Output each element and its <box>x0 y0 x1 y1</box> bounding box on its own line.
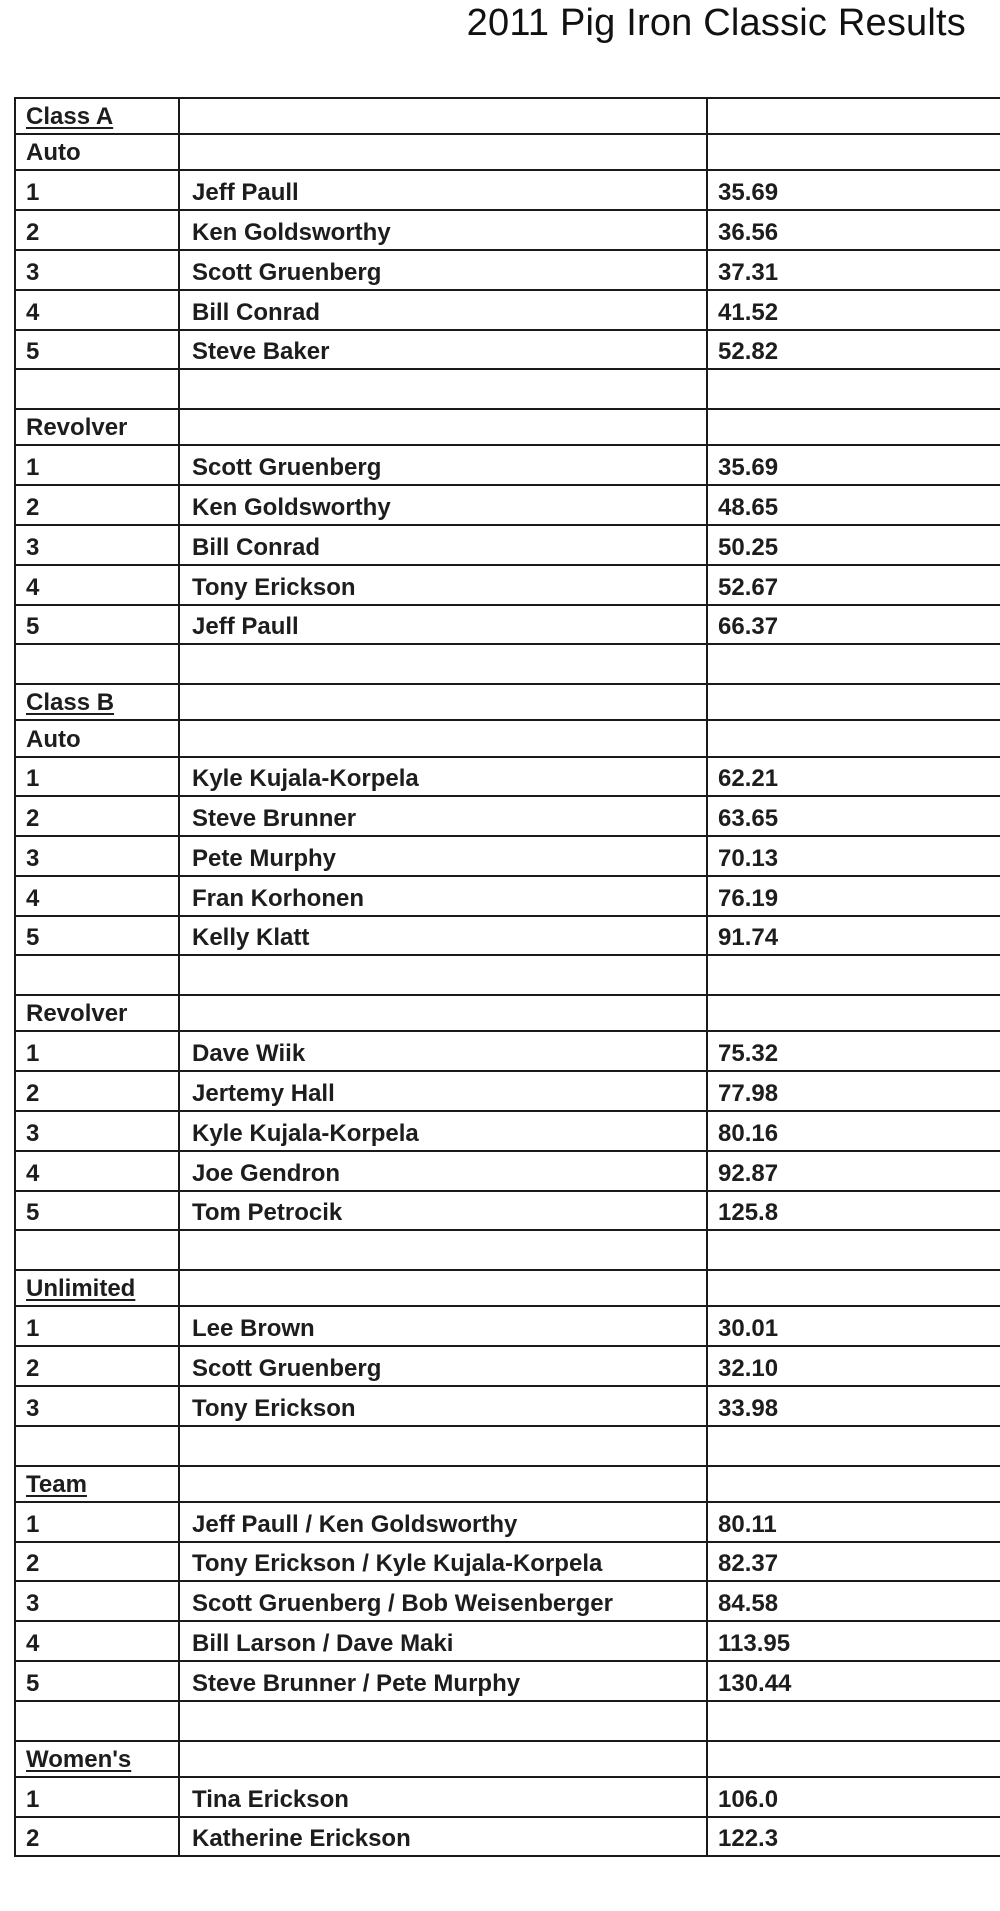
table-row <box>15 1346 1000 1386</box>
table-row <box>15 605 1000 645</box>
class-heading: Women's <box>15 1741 179 1777</box>
competitor-name: Jeff Paull <box>179 170 707 210</box>
class-heading-row <box>15 1270 1000 1306</box>
empty-cell <box>707 134 1000 170</box>
competitor-name: Lee Brown <box>179 1306 707 1346</box>
empty-cell <box>179 720 707 756</box>
empty-cell <box>707 1230 1000 1270</box>
class-heading-row <box>15 1466 1000 1502</box>
time-cell: 125.8 <box>707 1191 1000 1231</box>
table-row <box>15 836 1000 876</box>
competitor-name: Bill Conrad <box>179 525 707 565</box>
group-heading-row <box>15 995 1000 1031</box>
time-cell: 77.98 <box>707 1071 1000 1111</box>
place-cell: 1 <box>15 1777 179 1817</box>
place-cell: 2 <box>15 796 179 836</box>
group-heading-row <box>15 409 1000 445</box>
empty-cell <box>707 720 1000 756</box>
competitor-name: Jertemy Hall <box>179 1071 707 1111</box>
table-row <box>15 757 1000 797</box>
place-cell: 5 <box>15 1661 179 1701</box>
table-row <box>15 1111 1000 1151</box>
competitor-name: Dave Wiik <box>179 1031 707 1071</box>
spacer-row <box>15 1426 1000 1466</box>
empty-cell <box>707 995 1000 1031</box>
table-row <box>15 916 1000 956</box>
competitor-name: Scott Gruenberg <box>179 250 707 290</box>
empty-cell <box>179 409 707 445</box>
empty-cell <box>707 1270 1000 1306</box>
time-cell: 91.74 <box>707 916 1000 956</box>
table-row <box>15 1386 1000 1426</box>
group-heading: Revolver <box>15 409 179 445</box>
empty-cell <box>179 644 707 684</box>
competitor-name: Scott Gruenberg <box>179 445 707 485</box>
time-cell: 37.31 <box>707 250 1000 290</box>
spacer-row <box>15 369 1000 409</box>
empty-cell <box>707 644 1000 684</box>
time-cell: 92.87 <box>707 1151 1000 1191</box>
place-cell: 1 <box>15 1306 179 1346</box>
time-cell: 80.11 <box>707 1502 1000 1542</box>
table-row <box>15 1306 1000 1346</box>
place-cell: 4 <box>15 1151 179 1191</box>
place-cell: 3 <box>15 1111 179 1151</box>
place-cell: 3 <box>15 1581 179 1621</box>
empty-cell <box>179 684 707 720</box>
table-row <box>15 170 1000 210</box>
time-cell: 76.19 <box>707 876 1000 916</box>
spacer-row <box>15 1230 1000 1270</box>
table-row <box>15 796 1000 836</box>
competitor-name: Tony Erickson / Kyle Kujala-Korpela <box>179 1542 707 1582</box>
empty-cell <box>707 684 1000 720</box>
time-cell: 130.44 <box>707 1661 1000 1701</box>
time-cell: 80.16 <box>707 1111 1000 1151</box>
class-heading-row <box>15 684 1000 720</box>
group-heading: Auto <box>15 134 179 170</box>
place-cell: 2 <box>15 485 179 525</box>
empty-cell <box>179 98 707 134</box>
place-cell: 3 <box>15 1386 179 1426</box>
group-heading: Auto <box>15 720 179 756</box>
empty-cell <box>15 955 179 995</box>
table-row <box>15 250 1000 290</box>
place-cell: 3 <box>15 250 179 290</box>
time-cell: 63.65 <box>707 796 1000 836</box>
time-cell: 75.32 <box>707 1031 1000 1071</box>
results-table-body <box>15 98 1000 1856</box>
group-heading-row <box>15 720 1000 756</box>
spacer-row <box>15 644 1000 684</box>
empty-cell <box>707 1701 1000 1741</box>
competitor-name: Bill Larson / Dave Maki <box>179 1621 707 1661</box>
empty-cell <box>707 955 1000 995</box>
empty-cell <box>179 1701 707 1741</box>
table-row <box>15 525 1000 565</box>
competitor-name: Kyle Kujala-Korpela <box>179 757 707 797</box>
competitor-name: Jeff Paull / Ken Goldsworthy <box>179 1502 707 1542</box>
competitor-name: Tony Erickson <box>179 565 707 605</box>
time-cell: 113.95 <box>707 1621 1000 1661</box>
time-cell: 30.01 <box>707 1306 1000 1346</box>
table-row <box>15 1031 1000 1071</box>
place-cell: 5 <box>15 916 179 956</box>
empty-cell <box>179 1270 707 1306</box>
time-cell: 62.21 <box>707 757 1000 797</box>
results-table <box>14 97 1000 1857</box>
competitor-name: Ken Goldsworthy <box>179 210 707 250</box>
table-row <box>15 1502 1000 1542</box>
empty-cell <box>179 134 707 170</box>
class-heading-row <box>15 98 1000 134</box>
competitor-name: Fran Korhonen <box>179 876 707 916</box>
table-row <box>15 1071 1000 1111</box>
table-row <box>15 1581 1000 1621</box>
page-title: 2011 Pig Iron Classic Results <box>466 2 966 44</box>
empty-cell <box>15 369 179 409</box>
empty-cell <box>179 369 707 409</box>
place-cell: 4 <box>15 290 179 330</box>
empty-cell <box>15 1701 179 1741</box>
competitor-name: Bill Conrad <box>179 290 707 330</box>
competitor-name: Tony Erickson <box>179 1386 707 1426</box>
table-row <box>15 1621 1000 1661</box>
competitor-name: Steve Brunner <box>179 796 707 836</box>
time-cell: 122.3 <box>707 1817 1000 1857</box>
table-row <box>15 445 1000 485</box>
empty-cell <box>179 1230 707 1270</box>
place-cell: 3 <box>15 836 179 876</box>
empty-cell <box>707 98 1000 134</box>
empty-cell <box>15 1230 179 1270</box>
competitor-name: Katherine Erickson <box>179 1817 707 1857</box>
time-cell: 66.37 <box>707 605 1000 645</box>
place-cell: 5 <box>15 605 179 645</box>
place-cell: 5 <box>15 330 179 370</box>
place-cell: 1 <box>15 757 179 797</box>
time-cell: 52.67 <box>707 565 1000 605</box>
empty-cell <box>707 1741 1000 1777</box>
competitor-name: Jeff Paull <box>179 605 707 645</box>
table-row <box>15 1191 1000 1231</box>
place-cell: 2 <box>15 1542 179 1582</box>
time-cell: 82.37 <box>707 1542 1000 1582</box>
class-heading-row <box>15 1741 1000 1777</box>
group-heading: Revolver <box>15 995 179 1031</box>
competitor-name: Pete Murphy <box>179 836 707 876</box>
empty-cell <box>179 955 707 995</box>
time-cell: 35.69 <box>707 170 1000 210</box>
table-row <box>15 1777 1000 1817</box>
class-heading: Class A <box>15 98 179 134</box>
place-cell: 1 <box>15 445 179 485</box>
empty-cell <box>707 1426 1000 1466</box>
time-cell: 106.0 <box>707 1777 1000 1817</box>
time-cell: 50.25 <box>707 525 1000 565</box>
time-cell: 52.82 <box>707 330 1000 370</box>
spacer-row <box>15 955 1000 995</box>
table-row <box>15 1151 1000 1191</box>
table-row <box>15 1542 1000 1582</box>
table-row <box>15 1817 1000 1857</box>
time-cell: 32.10 <box>707 1346 1000 1386</box>
table-row <box>15 330 1000 370</box>
competitor-name: Scott Gruenberg <box>179 1346 707 1386</box>
empty-cell <box>707 409 1000 445</box>
place-cell: 1 <box>15 1031 179 1071</box>
class-heading: Class B <box>15 684 179 720</box>
time-cell: 84.58 <box>707 1581 1000 1621</box>
table-row <box>15 565 1000 605</box>
empty-cell <box>179 995 707 1031</box>
competitor-name: Kyle Kujala-Korpela <box>179 1111 707 1151</box>
table-row <box>15 485 1000 525</box>
empty-cell <box>15 644 179 684</box>
time-cell: 41.52 <box>707 290 1000 330</box>
place-cell: 2 <box>15 210 179 250</box>
place-cell: 4 <box>15 876 179 916</box>
competitor-name: Kelly Klatt <box>179 916 707 956</box>
empty-cell <box>179 1741 707 1777</box>
place-cell: 4 <box>15 1621 179 1661</box>
empty-cell <box>707 1466 1000 1502</box>
time-cell: 35.69 <box>707 445 1000 485</box>
place-cell: 2 <box>15 1817 179 1857</box>
time-cell: 33.98 <box>707 1386 1000 1426</box>
place-cell: 4 <box>15 565 179 605</box>
empty-cell <box>179 1466 707 1502</box>
place-cell: 1 <box>15 1502 179 1542</box>
place-cell: 2 <box>15 1071 179 1111</box>
competitor-name: Joe Gendron <box>179 1151 707 1191</box>
table-row <box>15 1661 1000 1701</box>
competitor-name: Scott Gruenberg / Bob Weisenberger <box>179 1581 707 1621</box>
competitor-name: Tom Petrocik <box>179 1191 707 1231</box>
table-row <box>15 210 1000 250</box>
place-cell: 2 <box>15 1346 179 1386</box>
class-heading: Team <box>15 1466 179 1502</box>
spacer-row <box>15 1701 1000 1741</box>
group-heading-row <box>15 134 1000 170</box>
time-cell: 70.13 <box>707 836 1000 876</box>
empty-cell <box>179 1426 707 1466</box>
competitor-name: Tina Erickson <box>179 1777 707 1817</box>
competitor-name: Ken Goldsworthy <box>179 485 707 525</box>
class-heading: Unlimited <box>15 1270 179 1306</box>
place-cell: 1 <box>15 170 179 210</box>
empty-cell <box>707 369 1000 409</box>
table-row <box>15 876 1000 916</box>
time-cell: 36.56 <box>707 210 1000 250</box>
table-row <box>15 290 1000 330</box>
place-cell: 5 <box>15 1191 179 1231</box>
place-cell: 3 <box>15 525 179 565</box>
empty-cell <box>15 1426 179 1466</box>
time-cell: 48.65 <box>707 485 1000 525</box>
competitor-name: Steve Brunner / Pete Murphy <box>179 1661 707 1701</box>
competitor-name: Steve Baker <box>179 330 707 370</box>
